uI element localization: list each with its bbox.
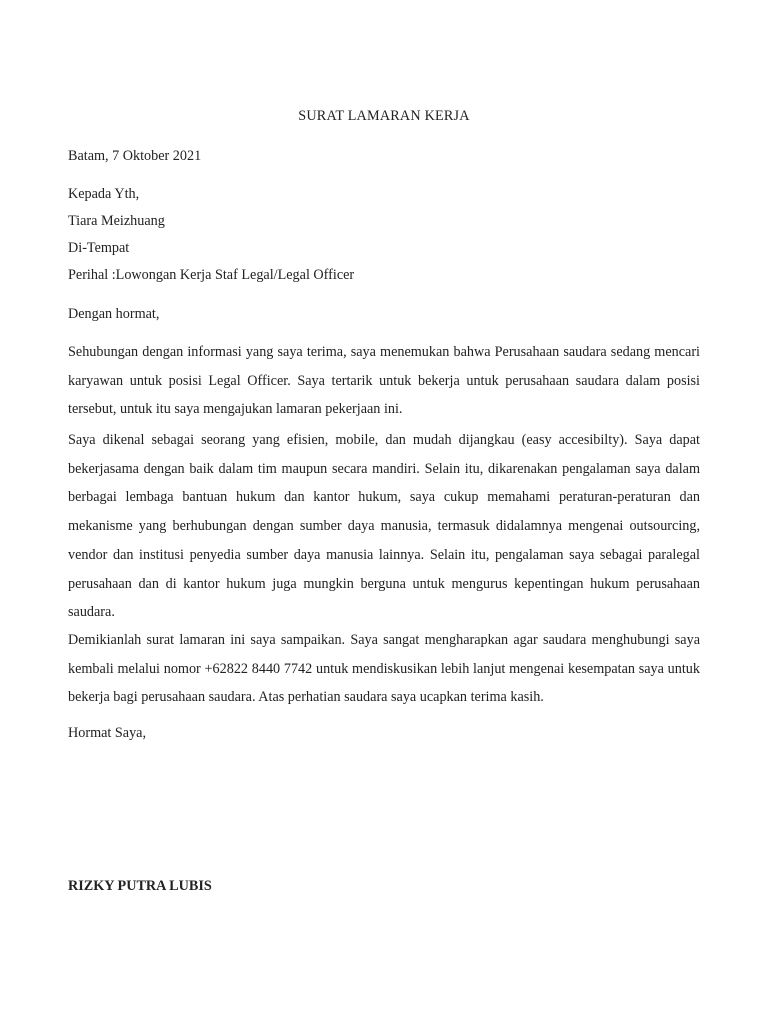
- recipient-location: Di-Tempat: [68, 240, 130, 256]
- recipient-salutation: Kepada Yth,: [68, 186, 140, 202]
- letter-subject: Perihal :Lowongan Kerja Staf Legal/Legal Officer: [68, 267, 355, 283]
- greeting: Dengan hormat,: [68, 306, 160, 322]
- place-date: Batam, 7 Oktober 2021: [68, 148, 202, 164]
- letter-title: SURAT LAMARAN KERJA: [298, 108, 470, 124]
- letter-page: [68, 0, 700, 1024]
- body-paragraph-3: Demikianlah surat lamaran ini saya sampaikan. Saya sangat mengharapkan agar saudara menghubungi saya kembali melalui nomor +62822 8440 7742 untuk mendiskusikan lebih lanjut mengenai kesempatan saya untuk bekerja bagi perusahaan saudara. Atas perhatian saudara saya ucapkan terima kasih.: [68, 632, 700, 706]
- body-paragraph-1: Sehubungan dengan informasi yang saya terima, saya menemukan bahwa Perusahaan saudara sedang mencari karyawan untuk posisi Legal Officer. Saya tertarik untuk bekerja untuk perusahaan saudara dalam posisi tersebut, untuk itu saya mengajukan lamaran pekerjaan ini.: [68, 344, 700, 418]
- recipient-name: Tiara Meizhuang: [68, 213, 165, 229]
- body-paragraph-2: Saya dikenal sebagai seorang yang efisien, mobile, dan mudah dijangkau (easy accesibilty). Saya dapat bekerjasama dengan baik dalam tim maupun secara mandiri. Selain itu, dikarenakan pengalaman saya dalam berbagai lembaga bantuan hukum dan kantor hukum, saya cukup memahami peraturan-peraturan dan mekanisme yang berhubungan dengan sumber daya manusia, termasuk didalamnya mengenai outsourcing, vendor dan institusi penyedia sumber daya manusia lainnya. Selain itu, pengalaman saya sebagai paralegal perusahaan dan di kantor hukum juga mungkin berguna untuk mengurus kepentingan hukum perusahaan saudara.: [68, 432, 700, 621]
- signer-name: RIZKY PUTRA LUBIS: [68, 878, 212, 894]
- closing: Hormat Saya,: [68, 725, 147, 741]
